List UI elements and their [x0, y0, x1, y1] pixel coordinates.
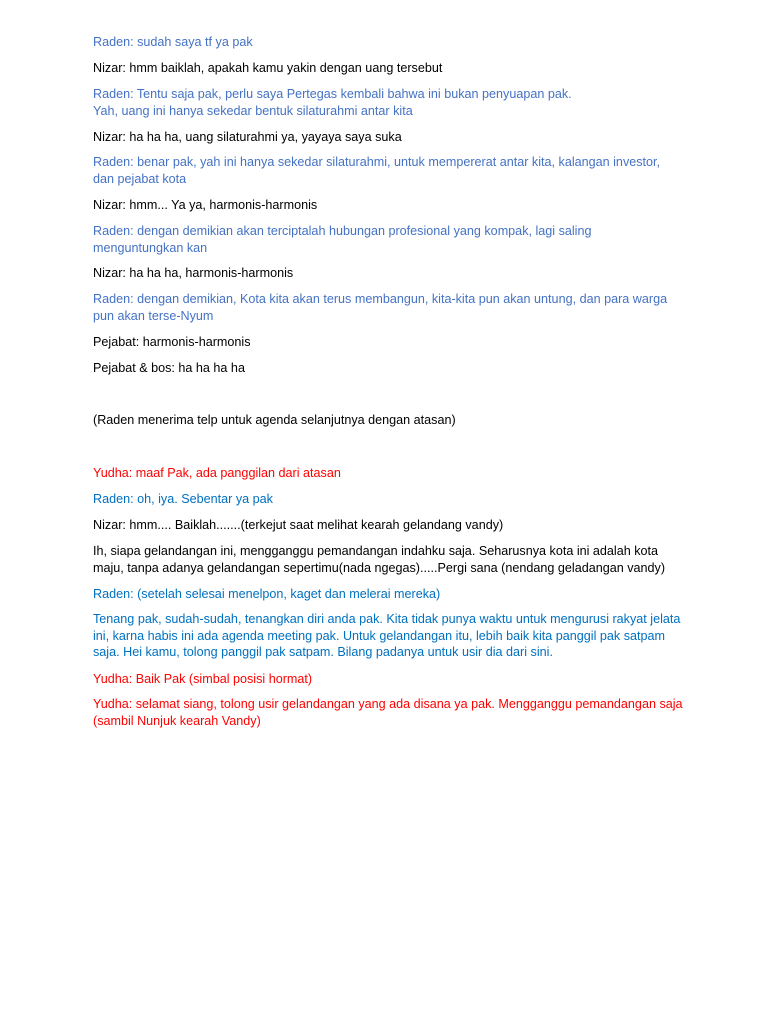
dialogue-line-raden: Raden: (setelah selesai menelpon, kaget dan melerai mereka): [93, 587, 441, 601]
dialogue-line-yudha: Yudha: Baik Pak (simbal posisi hormat): [93, 672, 313, 686]
dialogue-line-raden: Raden: oh, iya. Sebentar ya pak: [93, 492, 273, 506]
dialogue-line-raden: Raden: Tentu saja pak, perlu saya Pertegas kembali bahwa ini bukan penyuapan pak. Yah, uang ini hanya sekedar bentuk silaturahmi antar kita: [93, 87, 572, 118]
dialogue-line-nizar: Nizar: hmm baiklah, apakah kamu yakin dengan uang tersebut: [93, 61, 443, 75]
dialogue-line-nizar: Nizar: ha ha ha, harmonis-harmonis: [93, 266, 294, 280]
dialogue-line-pejabat-bos: Pejabat & bos: ha ha ha ha: [93, 361, 245, 375]
dialogue-line-nizar: Nizar: ha ha ha, uang silaturahmi ya, yayaya saya suka: [93, 130, 402, 144]
dialogue-line-nizar: Nizar: hmm... Ya ya, harmonis-harmonis: [93, 198, 318, 212]
dialogue-line-nizar-continued: Ih, siapa gelandangan ini, mengganggu pemandangan indahku saja. Seharusnya kota ini adalah kota maju, tanpa adanya gelandangan sepertimu(nada ngegas).....Pergi sana (nendang geladangan vandy): [93, 544, 666, 575]
dialogue-line-raden: Raden: dengan demikian, Kota kita akan terus membangun, kita-kita pun akan untung, dan para warga pun akan terse-Nyum: [93, 292, 671, 323]
dialogue-line-raden: Raden: dengan demikian akan terciptalah hubungan profesional yang kompak, lagi saling menguntungkan kan: [93, 224, 595, 255]
dialogue-line-raden: Raden: sudah saya tf ya pak: [93, 35, 253, 49]
dialogue-line-yudha: Yudha: maaf Pak, ada panggilan dari atasan: [93, 466, 341, 480]
stage-direction: (Raden menerima telp untuk agenda selanjutnya dengan atasan): [93, 413, 456, 427]
dialogue-line-raden: Raden: benar pak, yah ini hanya sekedar silaturahmi, untuk mempererat antar kita, kalangan investor, dan pejabat kota: [93, 155, 664, 186]
dialogue-line-yudha: Yudha: selamat siang, tolong usir gelandangan yang ada disana ya pak. Mengganggu pemandangan saja (sambil Nunjuk kearah Vandy): [93, 697, 687, 728]
dialogue-line-pejabat: Pejabat: harmonis-harmonis: [93, 335, 251, 349]
dialogue-line-raden-continued: Tenang pak, sudah-sudah, tenangkan diri anda pak. Kita tidak punya waktu untuk mengurusi rakyat jelata ini, karna habis ini ada agenda meeting pak. Untuk gelandangan itu, lebih baik kita panggil pak satpam saja. Hei kamu, tolong panggil pak satpam. Bilang padanya untuk usir dia dari sini.: [93, 612, 684, 659]
dialogue-line-nizar: Nizar: hmm.... Baiklah.......(terkejut saat melihat kearah gelandang vandy): [93, 518, 504, 532]
